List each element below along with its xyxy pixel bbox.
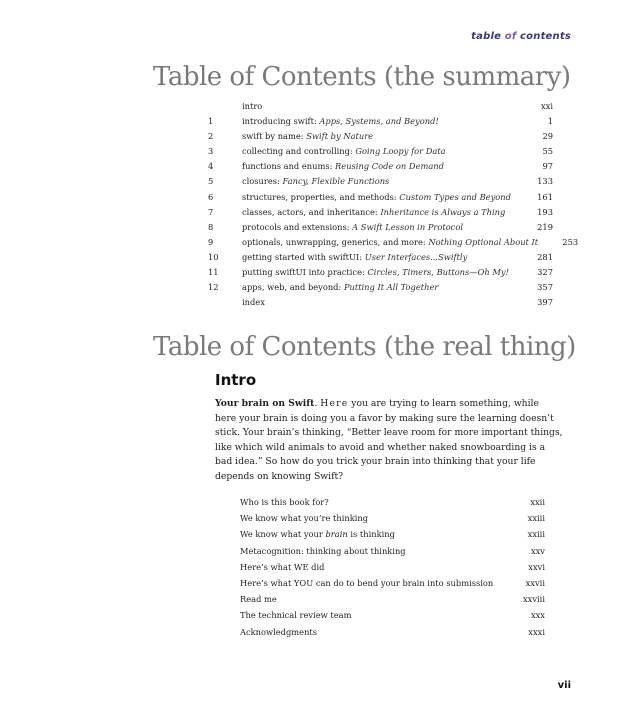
entry-emphasis: brain bbox=[325, 529, 348, 540]
page-number: xxii bbox=[530, 497, 545, 507]
page-number: 55 bbox=[542, 146, 553, 157]
entry-title bbox=[240, 591, 495, 607]
chapter-number: 10 bbox=[208, 251, 219, 262]
page-number: 193 bbox=[537, 206, 553, 217]
chapter-title bbox=[242, 205, 513, 220]
chapter-number bbox=[208, 295, 242, 310]
chapter-number: 3 bbox=[208, 146, 214, 157]
entry-text-end: is thinking bbox=[347, 529, 395, 540]
entry-text: Read me bbox=[240, 594, 277, 605]
page-number: xxviii bbox=[522, 594, 545, 605]
chapter-name: functions and enums: bbox=[242, 161, 336, 172]
entry-text: We know what you’re thinking bbox=[240, 513, 369, 524]
page-number: 219 bbox=[537, 221, 553, 232]
chapter-number: 7 bbox=[208, 206, 214, 217]
page-number: xxx bbox=[530, 610, 545, 621]
entry-title bbox=[240, 607, 495, 623]
entry-title bbox=[240, 624, 495, 640]
entry-text: Here’s what YOU can do to bend your brain into submission bbox=[240, 577, 494, 588]
chapter-subtitle: A Swift Lesson in Protocol bbox=[352, 221, 463, 232]
toc-row[interactable] bbox=[208, 159, 553, 174]
page-number: 281 bbox=[537, 251, 553, 262]
toc-row[interactable] bbox=[208, 250, 553, 265]
chapter-name: index bbox=[242, 297, 265, 308]
running-head-part-1: table bbox=[471, 31, 505, 42]
running-head bbox=[471, 31, 571, 42]
entry-text: Who is this book for? bbox=[240, 497, 329, 507]
chapter-name: apps, web, and beyond: bbox=[242, 282, 344, 293]
toc-row[interactable] bbox=[208, 265, 553, 280]
chapter-subtitle: User Interfaces...Swiftly bbox=[364, 251, 468, 262]
chapter-number: 2 bbox=[208, 131, 214, 142]
chapter-number bbox=[208, 99, 242, 114]
chapter-name: introducing swift: bbox=[242, 116, 320, 127]
chapter-subtitle: Putting It All Together bbox=[343, 282, 439, 293]
page-number: 357 bbox=[537, 282, 553, 293]
real-toc-title: Table of Contents (the real thing) bbox=[153, 332, 576, 362]
intro-body: you are trying to learn something, while here your brain is doing you a favor by making sure the learning doesn’t stick. Your brain’s thinking, “Better leave room for more important things, like which wild animals to avoid and whether naked snowboarding is a bad idea.” So how do you trick your brain into thinking that your life depends on knowing Swift? bbox=[215, 398, 563, 482]
chapter-subtitle: Reusing Code on Demand bbox=[335, 161, 444, 172]
intro-spaced-word: Here bbox=[320, 398, 349, 409]
entry-title bbox=[240, 575, 495, 591]
entry-title bbox=[240, 526, 495, 542]
chapter-name: swift by name: bbox=[242, 131, 307, 142]
toc-row[interactable] bbox=[240, 543, 545, 559]
page-number: 253 bbox=[562, 236, 579, 247]
intro-separator: . bbox=[314, 398, 321, 409]
page-number: 327 bbox=[537, 267, 553, 278]
toc-row[interactable] bbox=[208, 235, 579, 250]
chapter-title bbox=[242, 144, 513, 159]
summary-toc bbox=[208, 99, 579, 310]
entry-title bbox=[240, 543, 495, 559]
running-head-part-3: contents bbox=[516, 31, 571, 42]
entry-text: Here’s what WE did bbox=[240, 561, 325, 572]
toc-row[interactable] bbox=[240, 510, 545, 526]
toc-row[interactable] bbox=[208, 295, 553, 310]
page-number: 133 bbox=[537, 176, 553, 187]
entry-text: We know what your bbox=[240, 529, 326, 540]
chapter-name: structures, properties, and methods: bbox=[242, 191, 400, 202]
chapter-subtitle: Swift by Nature bbox=[306, 131, 374, 142]
chapter-title bbox=[242, 174, 513, 189]
page-folio: vii bbox=[557, 680, 571, 691]
chapter-title bbox=[242, 114, 513, 129]
page-number: 1 bbox=[547, 116, 553, 127]
intro-paragraph bbox=[215, 397, 563, 485]
toc-row[interactable] bbox=[208, 280, 553, 295]
chapter-subtitle: Fancy, Flexible Functions bbox=[282, 176, 390, 187]
entry-text: Acknowledgments bbox=[240, 626, 318, 637]
toc-row[interactable] bbox=[208, 114, 553, 129]
entry-text: Metacognition: thinking about thinking bbox=[240, 545, 406, 556]
toc-row[interactable] bbox=[208, 205, 553, 220]
page-number: 161 bbox=[537, 191, 553, 202]
chapter-name: intro bbox=[242, 101, 263, 111]
page-number: xxvi bbox=[528, 561, 545, 572]
chapter-subtitle: Inheritance is Always a Thing bbox=[380, 206, 506, 217]
chapter-name: protocols and extensions: bbox=[242, 221, 353, 232]
chapter-title bbox=[242, 190, 513, 205]
chapter-title bbox=[242, 129, 513, 144]
toc-row[interactable] bbox=[208, 99, 553, 114]
toc-row[interactable] bbox=[208, 144, 553, 159]
chapter-heading: Intro bbox=[215, 371, 257, 389]
page-number: xxi bbox=[540, 101, 553, 111]
chapter-name: putting swiftUI into practice: bbox=[242, 267, 368, 278]
toc-row[interactable] bbox=[240, 494, 545, 510]
chapter-title bbox=[242, 250, 513, 265]
chapter-number: 6 bbox=[208, 191, 214, 202]
toc-row[interactable] bbox=[240, 559, 545, 575]
page-number: 29 bbox=[542, 131, 553, 142]
chapter-name: optionals, unwrapping, generics, and more: bbox=[242, 236, 429, 247]
chapter-title bbox=[242, 159, 513, 174]
page-number: xxxi bbox=[528, 626, 545, 637]
intro-toc bbox=[240, 494, 545, 640]
entry-title bbox=[240, 510, 495, 526]
entry-title bbox=[240, 559, 495, 575]
chapter-number: 5 bbox=[208, 176, 214, 187]
chapter-title bbox=[242, 280, 513, 295]
chapter-number: 4 bbox=[208, 161, 214, 172]
summary-title: Table of Contents (the summary) bbox=[153, 62, 571, 92]
chapter-name: collecting and controlling: bbox=[242, 146, 356, 157]
chapter-name: closures: bbox=[242, 176, 283, 187]
chapter-title bbox=[242, 99, 513, 114]
toc-row[interactable] bbox=[208, 129, 553, 144]
toc-row[interactable] bbox=[240, 591, 545, 607]
page-number: xxiii bbox=[527, 513, 545, 524]
running-head-part-2: of bbox=[504, 31, 517, 42]
entry-title bbox=[240, 494, 495, 510]
toc-row[interactable] bbox=[240, 624, 545, 640]
intro-lead: Your brain on Swift bbox=[215, 398, 315, 409]
entry-text: The technical review team bbox=[240, 610, 352, 621]
chapter-number: 11 bbox=[208, 267, 219, 278]
chapter-title bbox=[242, 295, 513, 310]
chapter-number: 12 bbox=[208, 282, 219, 293]
toc-row[interactable] bbox=[240, 607, 545, 623]
toc-row[interactable] bbox=[208, 190, 553, 205]
chapter-subtitle: Going Loopy for Data bbox=[355, 146, 446, 157]
page-number: xxiii bbox=[527, 529, 545, 540]
chapter-number: 8 bbox=[208, 221, 214, 232]
chapter-number: 9 bbox=[208, 236, 214, 247]
chapter-name: classes, actors, and inheritance: bbox=[242, 206, 381, 217]
chapter-number: 1 bbox=[208, 116, 214, 127]
page-number: 397 bbox=[537, 297, 553, 308]
chapter-title bbox=[242, 265, 513, 280]
chapter-subtitle: Apps, Systems, and Beyond! bbox=[319, 116, 439, 127]
chapter-title bbox=[242, 220, 513, 235]
toc-row[interactable] bbox=[240, 526, 545, 542]
chapter-name: getting started with swiftUI: bbox=[242, 251, 365, 262]
toc-row[interactable] bbox=[208, 220, 553, 235]
page-number: xxvii bbox=[525, 577, 545, 588]
page-number: xxv bbox=[530, 545, 545, 556]
page-number: 97 bbox=[542, 161, 553, 172]
chapter-subtitle: Nothing Optional About It bbox=[428, 236, 539, 247]
chapter-subtitle: Custom Types and Beyond bbox=[399, 191, 511, 202]
toc-row[interactable] bbox=[208, 174, 553, 189]
chapter-subtitle: Circles, Timers, Buttons—Oh My! bbox=[367, 267, 509, 278]
toc-row[interactable] bbox=[240, 575, 545, 591]
chapter-title bbox=[242, 235, 538, 250]
